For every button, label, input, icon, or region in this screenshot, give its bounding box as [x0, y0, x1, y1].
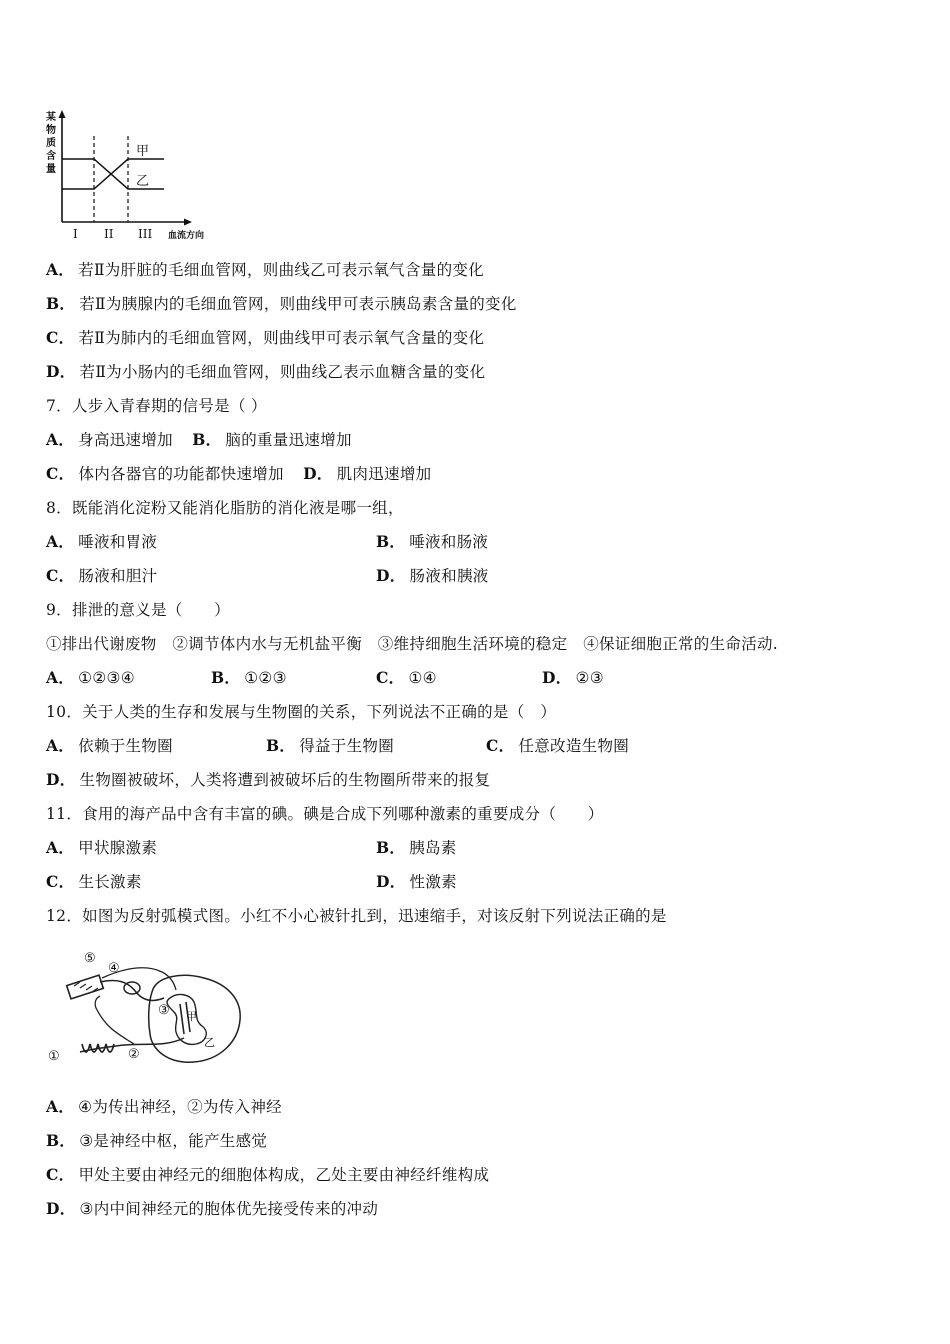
q12-option-d [46, 1199, 378, 1219]
option-text: ②③ [575, 669, 604, 687]
q8-options-row-2 [46, 566, 906, 586]
q10-option-d [46, 770, 490, 790]
option-letter: B． [376, 838, 406, 857]
graph-ylabel [45, 110, 56, 175]
interneuron [180, 1004, 184, 1034]
option-letter: B． [211, 668, 241, 687]
q7-option-d [303, 465, 431, 483]
graph-ylabel-char: 含 [46, 151, 56, 162]
q8-options-row-1 [46, 532, 906, 552]
option-text: 唾液和肠液 [409, 533, 489, 551]
option-letter: B． [192, 430, 222, 449]
q11-option-c [46, 872, 142, 892]
receptor-skin [67, 975, 104, 999]
option-letter: C． [46, 464, 75, 483]
q10-stem: 10．关于人类的生存和发展与生物圈的关系，下列说法不正确的是（ ） [46, 703, 557, 721]
curve-jia-label: 甲 [136, 144, 150, 159]
option-letter: A． [46, 532, 75, 551]
option-text: 任意改造生物圈 [518, 737, 630, 755]
option-text: ①②③④ [78, 669, 135, 687]
option-letter: D． [376, 872, 406, 891]
option-letter: D． [303, 464, 333, 483]
option-letter: C． [46, 872, 75, 891]
q8-option-a [46, 532, 157, 552]
sensory-nerve [100, 980, 164, 1000]
graph-ylabel-char: 某 [46, 112, 56, 123]
option-text: 体内各器官的功能都快速增加 [78, 465, 284, 483]
label-yi: 乙 [204, 1036, 215, 1049]
label-2: ② [128, 1047, 140, 1062]
q8-option-b [376, 532, 488, 552]
q11-option-b [376, 838, 457, 858]
receptor-skin-hatch [74, 982, 98, 992]
option-letter: C． [486, 736, 515, 755]
option-letter: B． [266, 736, 296, 755]
q9-option-a [46, 668, 135, 688]
q7-options-row-2 [46, 464, 431, 484]
option-text: ①②③ [244, 669, 287, 687]
q11-options-row-1 [46, 838, 906, 858]
q11-option-d [376, 872, 457, 892]
q7-stem: 7．人步入青春期的信号是（ ） [46, 397, 267, 415]
option-letter: C． [46, 1165, 75, 1184]
option-letter: A． [46, 260, 75, 279]
option-letter: D． [46, 1199, 76, 1218]
option-text: 依赖于生物圈 [78, 737, 173, 755]
q10-option-a [46, 736, 173, 756]
graph-y-arrow [59, 110, 66, 118]
option-letter: B． [46, 294, 76, 313]
option-letter: A． [46, 430, 75, 449]
q6-option-d [46, 362, 485, 382]
q9-statements: ①排出代谢废物 ②调节体内水与无机盐平衡 ③维持细胞生活环境的稳定 ④保证细胞正常的生命活动. [46, 635, 779, 653]
option-text: 身高迅速增加 [78, 431, 173, 449]
q12-stem: 12．如图为反射弧模式图。小红不小心被针扎到，迅速缩手，对该反射下列说法正确的是 [46, 907, 667, 925]
q8-option-d [376, 566, 489, 586]
option-text: 若Ⅱ为肝脏的毛细血管网，则曲线乙可表示氧气含量的变化 [78, 261, 484, 279]
option-text: 若Ⅱ为小肠内的毛细血管网，则曲线乙表示血糖含量的变化 [79, 363, 486, 381]
option-text: ④为传出神经，②为传入神经 [78, 1098, 282, 1116]
option-letter: A． [46, 838, 75, 857]
blood-flow-graph [40, 108, 225, 243]
region-label-1: I [73, 227, 78, 241]
q11-option-a [46, 838, 157, 858]
label-4: ④ [108, 961, 120, 976]
option-text: 若Ⅱ为肺内的毛细血管网，则曲线甲可表示氧气含量的变化 [78, 329, 485, 347]
option-text: 生长激素 [78, 873, 142, 891]
option-text: ③内中间神经元的胞体优先接受传来的冲动 [79, 1200, 379, 1218]
q11-options-row-2 [46, 872, 906, 892]
option-text: 若Ⅱ为胰腺内的毛细血管网，则曲线甲可表示胰岛素含量的变化 [79, 295, 517, 313]
option-text: 脑的重量迅速增加 [225, 431, 352, 449]
option-letter: D． [46, 362, 76, 381]
option-text: 得益于生物圈 [299, 737, 395, 755]
reflex-arc-diagram [44, 942, 250, 1070]
curve-yi-label: 乙 [136, 174, 150, 189]
q11-stem: 11．食用的海产品中含有丰富的碘。碘是合成下列哪种激素的重要成分（ ） [46, 805, 604, 823]
graph-ylabel-char: 量 [46, 164, 56, 175]
option-letter: C． [46, 328, 75, 347]
q6-option-c [46, 328, 484, 348]
option-letter: B． [46, 1131, 76, 1150]
option-text: 胰岛素 [409, 839, 457, 857]
q10-options-row [46, 736, 906, 756]
q12-option-a [46, 1097, 282, 1117]
option-text: 甲处主要由神经元的细胞体构成，乙处主要由神经纤维构成 [78, 1166, 490, 1184]
q10-option-c [486, 736, 629, 756]
option-text: ③是神经中枢，能产生感觉 [79, 1132, 268, 1150]
q8-option-c [46, 566, 157, 586]
q7-option-b [192, 431, 352, 449]
option-letter: D． [376, 566, 406, 585]
q9-option-d [542, 668, 604, 688]
option-text: 肠液和胰液 [409, 567, 489, 585]
label-1: ① [48, 1049, 60, 1064]
q9-option-b [211, 668, 287, 688]
q7-option-a [46, 431, 173, 449]
q9-options-row [46, 668, 906, 688]
graph-ylabel-char: 物 [46, 125, 56, 136]
region-label-3: III [138, 227, 153, 241]
option-letter: C． [376, 668, 405, 687]
option-letter: A． [46, 668, 75, 687]
option-text: 肌肉迅速增加 [336, 465, 432, 483]
option-letter: C． [46, 566, 75, 585]
option-text: 性激素 [409, 873, 457, 891]
q10-option-b [266, 736, 394, 756]
option-letter: A． [46, 1097, 75, 1116]
motor-nerve-branch [95, 996, 134, 1044]
option-text: 肠液和胆汁 [78, 567, 158, 585]
label-5: ⑤ [84, 951, 96, 966]
option-letter: D． [46, 770, 76, 789]
label-jia: 甲 [186, 1010, 197, 1023]
q9-option-c [376, 668, 437, 688]
q8-stem: 8．既能消化淀粉又能消化脂肪的消化液是哪一组， [46, 499, 404, 517]
q6-option-b [46, 294, 517, 314]
option-text: 生物圈被破坏，人类将遭到被破坏后的生物圈所带来的报复 [79, 771, 491, 789]
option-letter: A． [46, 736, 75, 755]
option-letter: D． [542, 668, 572, 687]
label-3: ③ [158, 1003, 170, 1018]
q6-option-a [46, 260, 484, 280]
q12-option-c [46, 1165, 489, 1185]
q7-options-row-1 [46, 430, 352, 450]
q9-stem: 9．排泄的意义是（ ） [46, 601, 230, 619]
graph-ylabel-char: 质 [46, 138, 56, 149]
region-label-2: II [104, 227, 114, 241]
option-text: 唾液和胃液 [78, 533, 158, 551]
option-text: ①④ [408, 669, 437, 687]
q12-option-b [46, 1131, 267, 1151]
option-text: 甲状腺激素 [78, 839, 158, 857]
graph-xlabel: 血流方向 [168, 231, 205, 241]
option-letter: B． [376, 532, 406, 551]
graph-x-arrow [184, 219, 192, 226]
q7-option-c [46, 465, 284, 483]
